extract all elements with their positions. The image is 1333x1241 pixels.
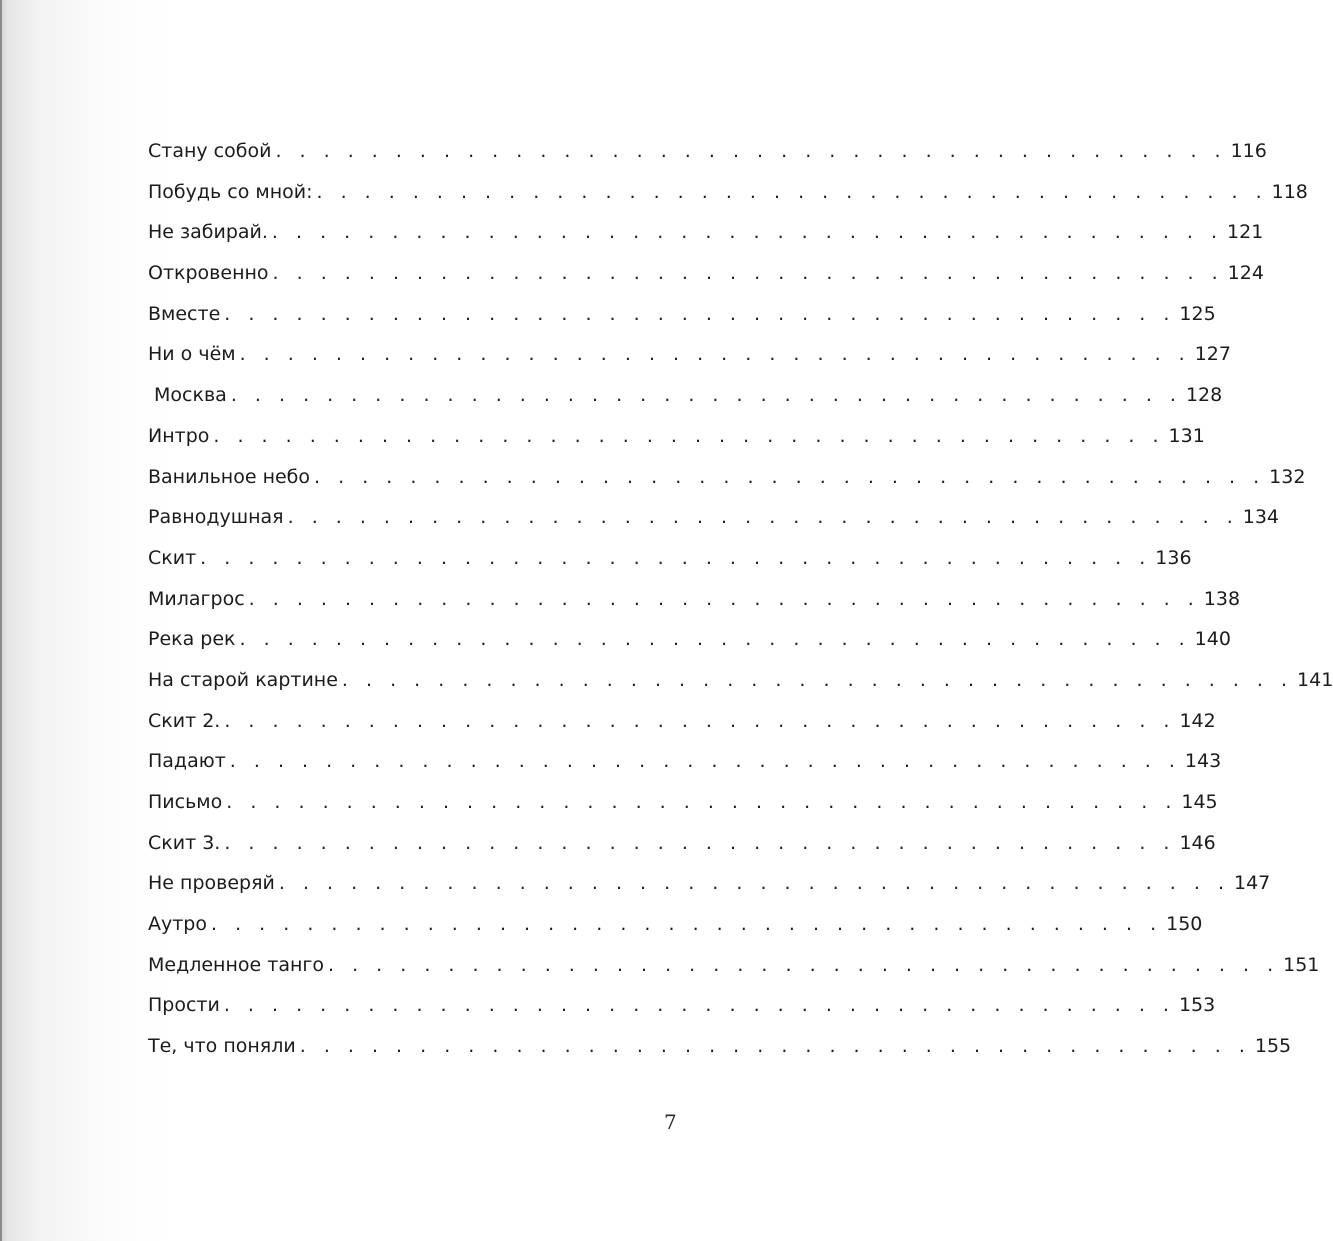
toc-entry-title: Побудь со мной: bbox=[148, 180, 313, 203]
toc-entry bbox=[148, 587, 1241, 629]
toc-entry-page: 145 bbox=[1181, 791, 1218, 813]
page-spine-edge bbox=[0, 0, 2, 1241]
toc-dot-leader: . . . . . . . . . . . . . . . . . . . . . . . . . . . . . . . . . . . . . . . . bbox=[278, 872, 1230, 895]
toc-entry bbox=[148, 953, 1320, 995]
toc-dot-leader: . . . . . . . . . . . . . . . . . . . . . . . . . . . . . . . . . . . . . . . . bbox=[239, 628, 1191, 651]
toc-dot-leader: . . . . . . . . . . . . . . . . . . . . . . . . . . . . . . . . . . . . . . . . bbox=[341, 668, 1294, 691]
toc-entry-page: 142 bbox=[1179, 709, 1216, 732]
toc-dot-leader: . . . . . . . . . . . . . . . . . . . . . . . . . . . . . . . . . . . . . . . . bbox=[248, 587, 1200, 610]
table-of-contents bbox=[148, 140, 1333, 1076]
toc-entry-title: Те, что поняли bbox=[148, 1035, 296, 1058]
toc-entry-title: Ни о чём bbox=[148, 343, 236, 366]
toc-entry-title: Медленное танго bbox=[148, 953, 324, 976]
toc-entry bbox=[148, 262, 1264, 303]
toc-entry bbox=[148, 384, 1223, 425]
toc-entry-page: 124 bbox=[1227, 262, 1264, 285]
toc-entry-page: 140 bbox=[1194, 628, 1231, 651]
toc-entry-title: Скит 2. bbox=[148, 709, 221, 732]
toc-entry bbox=[148, 221, 1264, 262]
toc-entry-page: 116 bbox=[1230, 140, 1267, 162]
toc-entry-page: 131 bbox=[1168, 424, 1205, 447]
toc-dot-leader: . . . . . . . . . . . . . . . . . . . . . . . . . . . . . . . . . . . . . . . . bbox=[271, 221, 1224, 244]
toc-entry-page: 141 bbox=[1297, 668, 1333, 691]
toc-entry-title: Падают bbox=[148, 750, 226, 773]
toc-entry-title: Не забирай. bbox=[148, 221, 268, 244]
toc-entry-title: Интро bbox=[148, 424, 210, 447]
toc-entry-title: Река рек bbox=[148, 628, 236, 651]
toc-dot-leader: . . . . . . . . . . . . . . . . . . . . . . . . . . . . . . . . . . . . . . . . bbox=[239, 343, 1191, 366]
toc-entry bbox=[148, 140, 1267, 181]
toc-entry-page: 127 bbox=[1194, 343, 1231, 366]
toc-entry bbox=[148, 424, 1205, 466]
toc-dot-leader: . . . . . . . . . . . . . . . . . . . . . . . . . . . . . . . . . . . . . . . . bbox=[299, 1035, 1251, 1058]
toc-dot-leader: . . . . . . . . . . . . . . . . . . . . . . . . . . . . . . . . . . . . . . . . bbox=[314, 465, 1266, 488]
toc-entry bbox=[148, 668, 1333, 710]
toc-entry-page: 118 bbox=[1271, 180, 1308, 203]
toc-entry-page: 143 bbox=[1184, 750, 1222, 773]
toc-entry-title: На старой картине bbox=[148, 668, 338, 691]
toc-entry-page: 125 bbox=[1179, 302, 1216, 325]
toc-dot-leader: . . . . . . . . . . . . . . . . . . . . . . . . . . . . . . . . . . . . . . . . bbox=[224, 302, 1176, 325]
toc-entry-page: 136 bbox=[1155, 546, 1192, 569]
toc-dot-leader: . . . . . . . . . . . . . . . . . . . . . . . . . . . . . . . . . . . . . . . . bbox=[316, 180, 1268, 203]
toc-entry-title: Скит 3. bbox=[148, 831, 221, 854]
toc-entry bbox=[148, 994, 1216, 1035]
toc-entry-page: 132 bbox=[1269, 465, 1306, 488]
toc-entry-title: Прости bbox=[148, 994, 220, 1017]
toc-dot-leader: . . . . . . . . . . . . . . . . . . . . . . . . . . . . . . . . . . . . . . . . bbox=[224, 709, 1176, 732]
toc-dot-leader: . . . . . . . . . . . . . . . . . . . . . . . . . . . . . . . . . . . . . . . . bbox=[211, 913, 1163, 936]
toc-entry bbox=[148, 546, 1192, 588]
toc-entry-page: 128 bbox=[1185, 384, 1223, 407]
toc-entry-title: Письмо bbox=[148, 791, 223, 813]
toc-entry-page: 153 bbox=[1178, 994, 1216, 1017]
toc-entry bbox=[148, 791, 1218, 832]
toc-entry bbox=[148, 1035, 1292, 1076]
toc-dot-leader: . . . . . . . . . . . . . . . . . . . . . . . . . . . . . . . . . . . . . . . . bbox=[287, 506, 1239, 529]
toc-entry-page: 146 bbox=[1179, 831, 1216, 854]
toc-dot-leader: . . . . . . . . . . . . . . . . . . . . . . . . . . . . . . . . . . . . . . . . bbox=[275, 140, 1227, 162]
toc-entry bbox=[148, 872, 1271, 913]
toc-entry-title: Скит bbox=[148, 546, 197, 569]
toc-entry bbox=[148, 628, 1231, 669]
toc-dot-leader: . . . . . . . . . . . . . . . . . . . . . . . . . . . . . . . . . . . . . . . . bbox=[230, 384, 1182, 407]
toc-entry-title: Москва bbox=[148, 384, 227, 407]
toc-entry bbox=[148, 180, 1308, 222]
toc-entry-page: 150 bbox=[1166, 913, 1203, 936]
toc-entry-page: 151 bbox=[1283, 953, 1320, 976]
toc-entry-title: Милагрос bbox=[148, 587, 245, 610]
toc-entry bbox=[148, 302, 1216, 344]
toc-entry bbox=[148, 831, 1216, 873]
toc-entry bbox=[148, 465, 1306, 507]
toc-entry-title: Ванильное небо bbox=[148, 465, 311, 488]
toc-dot-leader: . . . . . . . . . . . . . . . . . . . . . . . . . . . . . . . . . . . . . . . . bbox=[229, 750, 1181, 773]
toc-dot-leader: . . . . . . . . . . . . . . . . . . . . . . . . . . . . . . . . . . . . . . . . bbox=[272, 262, 1224, 285]
toc-dot-leader: . . . . . . . . . . . . . . . . . . . . . . . . . . . . . . . . . . . . . . . . bbox=[213, 424, 1165, 447]
toc-entry bbox=[148, 750, 1222, 791]
toc-entry-title: Равнодушная bbox=[148, 506, 284, 529]
toc-dot-leader: . . . . . . . . . . . . . . . . . . . . . . . . . . . . . . . . . . . . . . . . bbox=[226, 791, 1178, 813]
toc-entry-page: 138 bbox=[1203, 587, 1241, 610]
toc-dot-leader: . . . . . . . . . . . . . . . . . . . . . . . . . . . . . . . . . . . . . . . . bbox=[224, 831, 1176, 854]
toc-entry-title: Стану собой bbox=[148, 140, 272, 162]
toc-dot-leader: . . . . . . . . . . . . . . . . . . . . . . . . . . . . . . . . . . . . . . . . bbox=[223, 994, 1175, 1017]
toc-entry-page: 147 bbox=[1233, 872, 1271, 895]
page-number: 7 bbox=[664, 1110, 677, 1134]
toc-entry bbox=[148, 506, 1279, 547]
toc-entry bbox=[148, 709, 1216, 751]
toc-entry-title: Вместе bbox=[148, 302, 221, 325]
toc-entry-page: 121 bbox=[1227, 221, 1264, 244]
toc-entry bbox=[148, 343, 1231, 384]
toc-dot-leader: . . . . . . . . . . . . . . . . . . . . . . . . . . . . . . . . . . . . . . . . bbox=[200, 546, 1152, 569]
toc-dot-leader: . . . . . . . . . . . . . . . . . . . . . . . . . . . . . . . . . . . . . . . . bbox=[328, 953, 1280, 976]
toc-entry bbox=[148, 913, 1203, 954]
toc-entry-title: Откровенно bbox=[148, 262, 269, 285]
toc-entry-page: 134 bbox=[1242, 506, 1279, 529]
toc-entry-title: Аутро bbox=[148, 913, 207, 936]
toc-entry-page: 155 bbox=[1254, 1035, 1292, 1058]
toc-entry-title: Не проверяй bbox=[148, 872, 275, 895]
